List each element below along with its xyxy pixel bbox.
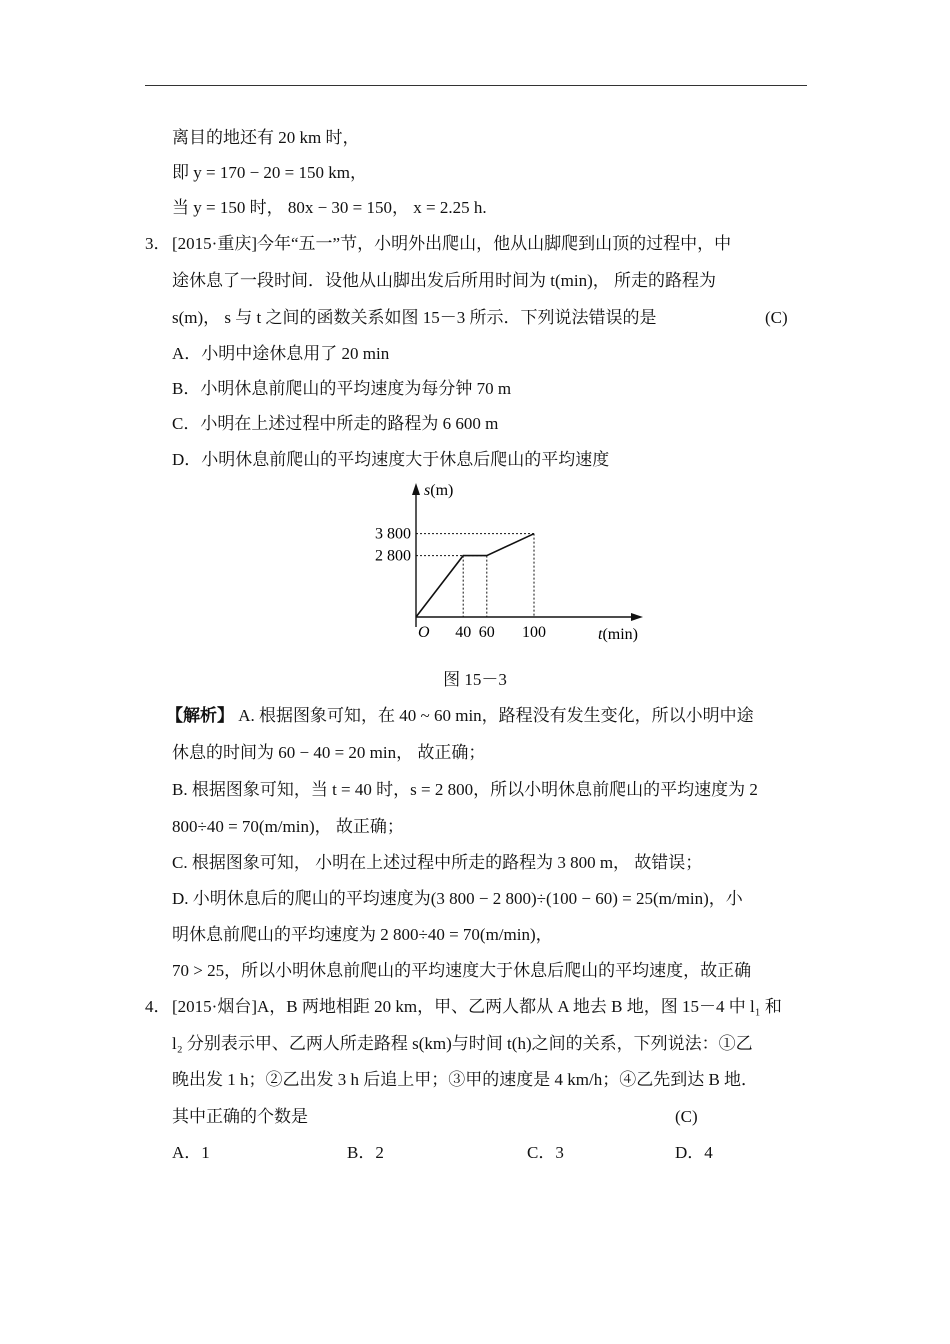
solution-line-3: B. 根据图象可知，当 t = 40 时，s = 2 800，所以小明休息前爬山的平均速度为 2: [172, 780, 758, 799]
solution-line-5: C. 根据图象可知， 小明在上述过程中所走的路程为 3 800 m， 故错误；: [172, 853, 703, 872]
x-tick-label: 100: [522, 624, 546, 641]
question-4-option-b: B．2: [347, 1143, 384, 1162]
prev-line-2: 即 y = 170 − 20 = 150 km，: [172, 163, 367, 182]
question-3-answer: (C): [765, 308, 788, 327]
y-axis-label: s(m): [424, 482, 454, 499]
x-axis-arrow: [631, 613, 643, 621]
solution-line-7: 明休息前爬山的平均速度为 2 800÷40 = 70(m/min)，: [172, 925, 553, 944]
solution-block: [166, 705, 754, 727]
header-rule: [145, 85, 807, 86]
prev-line-3: 当 y = 150 时， 80x − 30 = 150， x = 2.25 h.: [172, 198, 487, 217]
question-4-stem-4: 其中正确的个数是: [172, 1107, 308, 1126]
question-3-option-d: D．小明休息前爬山的平均速度大于休息后爬山的平均速度: [172, 450, 610, 469]
question-3-number: 3．: [145, 234, 171, 253]
question-4-option-c: C．3: [527, 1143, 564, 1162]
question-4-stem-1: [2015·烟台]A，B 两地相距 20 km，甲、乙两人都从 A 地去 B 地，图 15－4 中 l₁ 和: [172, 997, 782, 1016]
question-3-option-c: C．小明在上述过程中所走的路程为 6 600 m: [172, 414, 499, 433]
y-axis-arrow: [412, 483, 420, 495]
y-tick-label: 3 800: [375, 525, 411, 543]
figure-15-3-caption: 图 15－3: [443, 670, 507, 689]
question-4-option-d: D．4: [675, 1143, 713, 1162]
prev-line-1: 离目的地还有 20 km 时，: [172, 128, 360, 147]
solution-line-1: A. 根据图象可知，在 40 ~ 60 min，路程没有发生变化，所以小明中途: [234, 706, 754, 725]
question-4-stem-3: 晚出发 1 h；②乙出发 3 h 后追上甲；③甲的速度是 4 km/h；④乙先到达 B 地．: [172, 1070, 759, 1089]
question-3-option-b: B．小明休息前爬山的平均速度为每分钟 70 m: [172, 379, 512, 398]
question-4-number: 4．: [145, 997, 171, 1016]
question-3-stem-2: 途休息了一段时间．设他从山脚出发后所用时间为 t(min)， 所走的路程为: [172, 271, 716, 290]
x-tick-label: 60: [478, 624, 495, 641]
question-3-stem-1: [2015·重庆]今年“五一”节，小明外出爬山，他从山脚爬到山顶的过程中，中: [172, 234, 732, 253]
solution-line-8: 70 > 25，所以小明休息前爬山的平均速度大于休息后爬山的平均速度，故正确: [172, 961, 752, 980]
question-3-option-a: A．小明中途休息用了 20 min: [172, 344, 390, 363]
solution-line-6: D. 小明休息后的爬山的平均速度为(3 800 − 2 800)÷(100 − 60) = 25(m/min)，小: [172, 889, 743, 908]
y-tick-label: 2 800: [375, 547, 411, 565]
solution-tag: 【解析】: [166, 706, 234, 725]
question-4-answer: (C): [675, 1107, 698, 1126]
solution-line-4: 800÷40 = 70(m/min)， 故正确；: [172, 817, 404, 836]
figure-15-3-chart: [350, 475, 638, 650]
x-axis-label: t(min): [598, 626, 638, 643]
series-line: [416, 534, 534, 617]
question-4-option-a: A．1: [172, 1143, 210, 1162]
question-4-stem-2: l₂ 分别表示甲、乙两人所走路程 s(km)与时间 t(h)之间的关系，下列说法：①乙: [172, 1034, 753, 1053]
question-3-stem-3: s(m)， s 与 t 之间的函数关系如图 15－3 所示．下列说法错误的是: [172, 308, 657, 327]
solution-line-2: 休息的时间为 60 − 40 = 20 min， 故正确；: [172, 743, 486, 762]
origin-label: O: [418, 624, 430, 641]
x-tick-label: 40: [455, 624, 472, 641]
